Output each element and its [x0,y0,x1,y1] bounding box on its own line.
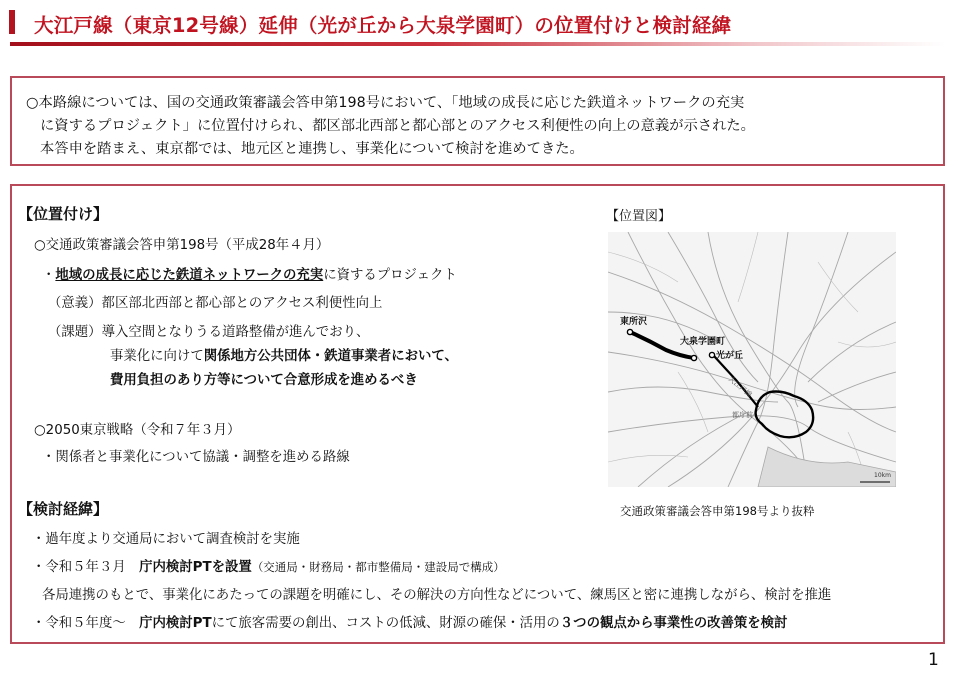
issue-text-2: 事業化に向けて [110,349,204,364]
project-bullet: ・ [42,268,56,283]
history-item-2 [32,556,505,575]
strategy2050-line: ○2050東京戦略（令和７年３月） [34,423,241,438]
title-accent-bar [9,10,15,34]
issue-line-1 [48,321,369,340]
history-item-2-bold: 庁内検討PTを設置 [139,560,252,575]
issue-label: （課題） [48,325,102,340]
summary-box [10,76,945,166]
location-map [608,232,896,487]
map-caption: 交通政策審議会答申第198号より抜粋 [620,504,815,518]
station-label-hikarigaoka: 光が丘 [716,351,744,361]
issue-line-2 [110,345,458,364]
station-label-tocho: 都庁前 [732,411,753,419]
history-item-4 [32,612,787,631]
history-item-4-mid: にて旅客需要の創出、コストの低減、財源の確保・活用の [211,616,560,631]
title-bar [0,0,960,48]
station-label-higashi-tokorozawa: 東所沢 [620,317,648,327]
history-heading: 【検討経緯】 [18,500,109,518]
project-bold-text: 地域の成長に応じた鉄道ネットワークの充実 [55,268,324,283]
station-oizumi-marker [691,355,696,360]
history-item-2-date: ・令和５年３月 [32,560,140,575]
summary-line-3: 本答申を踏まえ、東京都では、地元区と連携し、事業化について検討を進めてきた。 [40,141,584,157]
map-svg [608,232,896,487]
history-item-3: 各局連携のもとで、事業化にあたっての課題を明確にし、その解決の方向性などについて、練馬区と密に連携しながら、検討を推進 [42,588,832,603]
title-underline [10,42,945,46]
history-item-1: ・過年度より交通局において調査検討を実施 [32,532,300,547]
issue-text-1: 導入空間となりうる道路整備が進んでおり、 [101,325,370,340]
page-title: 大江戸線（東京12号線）延伸（光が丘から大泉学園町）の位置付けと検討経緯 [34,14,732,37]
issue-line-3: 費用負担のあり方等について合意形成を進めるべき [110,373,418,388]
history-item-4-date: ・令和５年度～ [32,616,140,631]
issue-text-2-bold: 関係地方公共団体・鉄道事業者において、 [203,349,458,364]
map-scale-label: 10km [874,472,891,479]
map-label: 【位置図】 [606,209,672,224]
positioning-heading: 【位置付け】 [18,205,109,223]
history-item-4-bold-2: ３つの観点から事業性の改善策を検討 [559,616,788,631]
strategy-item: ・関係者と事業化について協議・調整を進める路線 [42,450,350,465]
summary-line-2: に資するプロジェクト」に位置付けられ、都区部北西部と都心部とのアクセス利便性の向上の意義が示された。 [40,118,755,134]
project-line [42,264,457,283]
page-number: 1 [928,650,939,670]
report198-line: ○交通政策審議会答申第198号（平成28年４月） [34,238,330,253]
line-label-oedo: 大江戸線 [726,374,754,400]
station-higashi-tokorozawa-marker [627,329,632,334]
history-item-4-bold-1: 庁内検討PT [139,616,212,631]
project-rest-text: に資するプロジェクト [323,268,457,283]
history-item-2-note: （交通局・財務局・都市整備局・建設局で構成） [251,560,505,574]
summary-line-1: ○本路線については、国の交通政策審議会答申第198号において、「地域の成長に応じた鉄道ネットワークの充実 [26,95,745,111]
summary-text [26,92,931,161]
station-hikarigaoka-marker [709,352,714,357]
station-label-oizumi: 大泉学園町 [680,337,726,347]
significance-line: （意義）都区部北西部と都心部とのアクセス利便性向上 [48,296,383,311]
